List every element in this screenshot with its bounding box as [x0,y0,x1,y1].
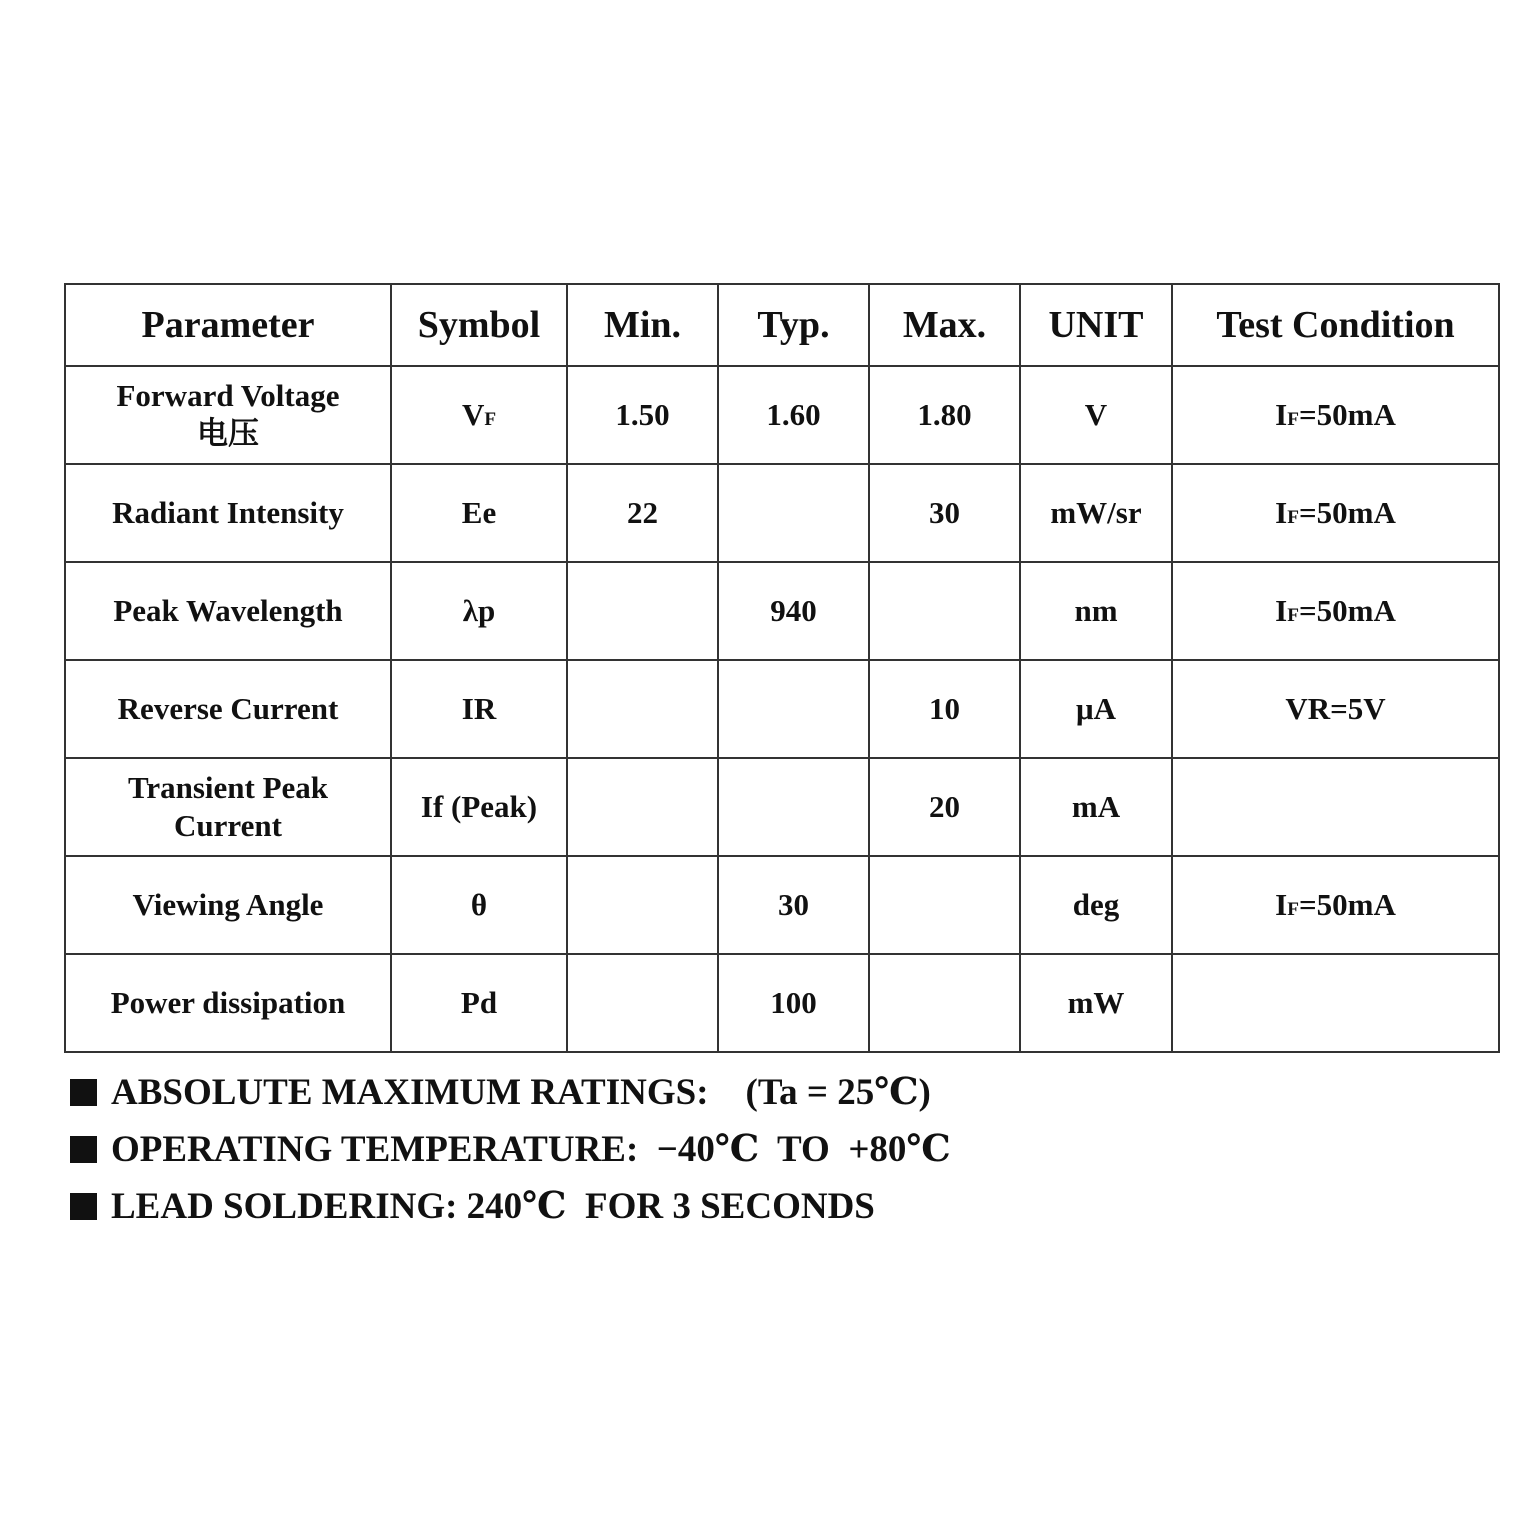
lead-soldering [70,1178,1490,1235]
header-symbol: Symbol [391,284,567,366]
test-condition-cell [1172,366,1499,464]
typ-cell: 30 [718,856,869,954]
rating-text: LEAD SOLDERING: 240℃ FOR 3 SECONDS [111,1186,875,1227]
min-cell: 1.50 [567,366,718,464]
condition-subscript: F [1287,507,1299,529]
symbol-cell: Ee [391,464,567,562]
min-cell [567,660,718,758]
rating-text: OPERATING TEMPERATURE: −40℃ TO +80℃ [111,1129,951,1170]
test-condition-cell [1172,562,1499,660]
rating-text: ABSOLUTE MAXIMUM RATINGS: (Ta = 25℃) [111,1072,931,1113]
parameter-cell: Peak Wavelength [65,562,391,660]
parameter-name: Forward Voltage [116,378,340,414]
parameter-cell: Radiant Intensity [65,464,391,562]
operating-temperature [70,1121,1490,1178]
unit-cell: nm [1020,562,1172,660]
test-condition-cell [1172,856,1499,954]
table-row [65,954,1499,1052]
max-cell: 1.80 [869,366,1020,464]
table-row [65,366,1499,464]
typ-cell [718,464,869,562]
condition-rest: =50mA [1298,397,1396,433]
header-unit: UNIT [1020,284,1172,366]
condition-rest: =50mA [1298,887,1396,923]
typ-cell: 940 [718,562,869,660]
symbol-cell: λp [391,562,567,660]
table-header-row [65,284,1499,366]
black-square-bullet-icon [70,1079,97,1106]
parameter-cell: Reverse Current [65,660,391,758]
min-cell [567,856,718,954]
condition-subscript: F [1287,409,1299,431]
table-row [65,562,1499,660]
absolute-maximum-ratings [70,1064,1490,1121]
parameter-cell [65,366,391,464]
max-cell: 20 [869,758,1020,856]
max-cell: 30 [869,464,1020,562]
test-condition-cell [1172,954,1499,1052]
condition-main: I [1275,593,1288,629]
table-row [65,856,1499,954]
typ-cell: 1.60 [718,366,869,464]
table-row [65,660,1499,758]
parameter-name-line1: Transient Peak [127,770,329,806]
condition-subscript: F [1287,605,1299,627]
parameter-cell: Power dissipation [65,954,391,1052]
condition-subscript: F [1287,899,1299,921]
max-cell [869,562,1020,660]
symbol-subscript: F [484,409,497,431]
unit-cell: V [1020,366,1172,464]
unit-cell: mW [1020,954,1172,1052]
typ-cell: 100 [718,954,869,1052]
typ-cell [718,758,869,856]
symbol-cell: θ [391,856,567,954]
table-row [65,758,1499,856]
header-min: Min. [567,284,718,366]
symbol-cell: If (Peak) [391,758,567,856]
min-cell [567,758,718,856]
symbol-cell: IR [391,660,567,758]
min-cell [567,562,718,660]
symbol-main: V [461,397,485,433]
black-square-bullet-icon [70,1193,97,1220]
header-parameter: Parameter [65,284,391,366]
table-row [65,464,1499,562]
condition-rest: =50mA [1298,495,1396,531]
condition-main: I [1275,887,1288,923]
condition-main: I [1275,495,1288,531]
unit-cell: mW/sr [1020,464,1172,562]
condition-main: I [1275,397,1288,433]
test-condition-cell: VR=5V [1172,660,1499,758]
header-max: Max. [869,284,1020,366]
parameter-cell: Viewing Angle [65,856,391,954]
black-square-bullet-icon [70,1136,97,1163]
condition-rest: =50mA [1298,593,1396,629]
unit-cell: μA [1020,660,1172,758]
header-test-condition: Test Condition [1172,284,1499,366]
parameter-cell [65,758,391,856]
symbol-cell [391,366,567,464]
min-cell [567,954,718,1052]
ratings-list [70,1064,1490,1235]
min-cell: 22 [567,464,718,562]
test-condition-cell [1172,758,1499,856]
max-cell [869,954,1020,1052]
header-typ: Typ. [718,284,869,366]
parameter-name-line2: Current [174,808,282,843]
max-cell: 10 [869,660,1020,758]
symbol-cell: Pd [391,954,567,1052]
parameter-name-cn: 电压 [197,416,259,451]
unit-cell: mA [1020,758,1172,856]
specifications-table [64,283,1500,1053]
test-condition-cell [1172,464,1499,562]
max-cell [869,856,1020,954]
typ-cell [718,660,869,758]
unit-cell: deg [1020,856,1172,954]
